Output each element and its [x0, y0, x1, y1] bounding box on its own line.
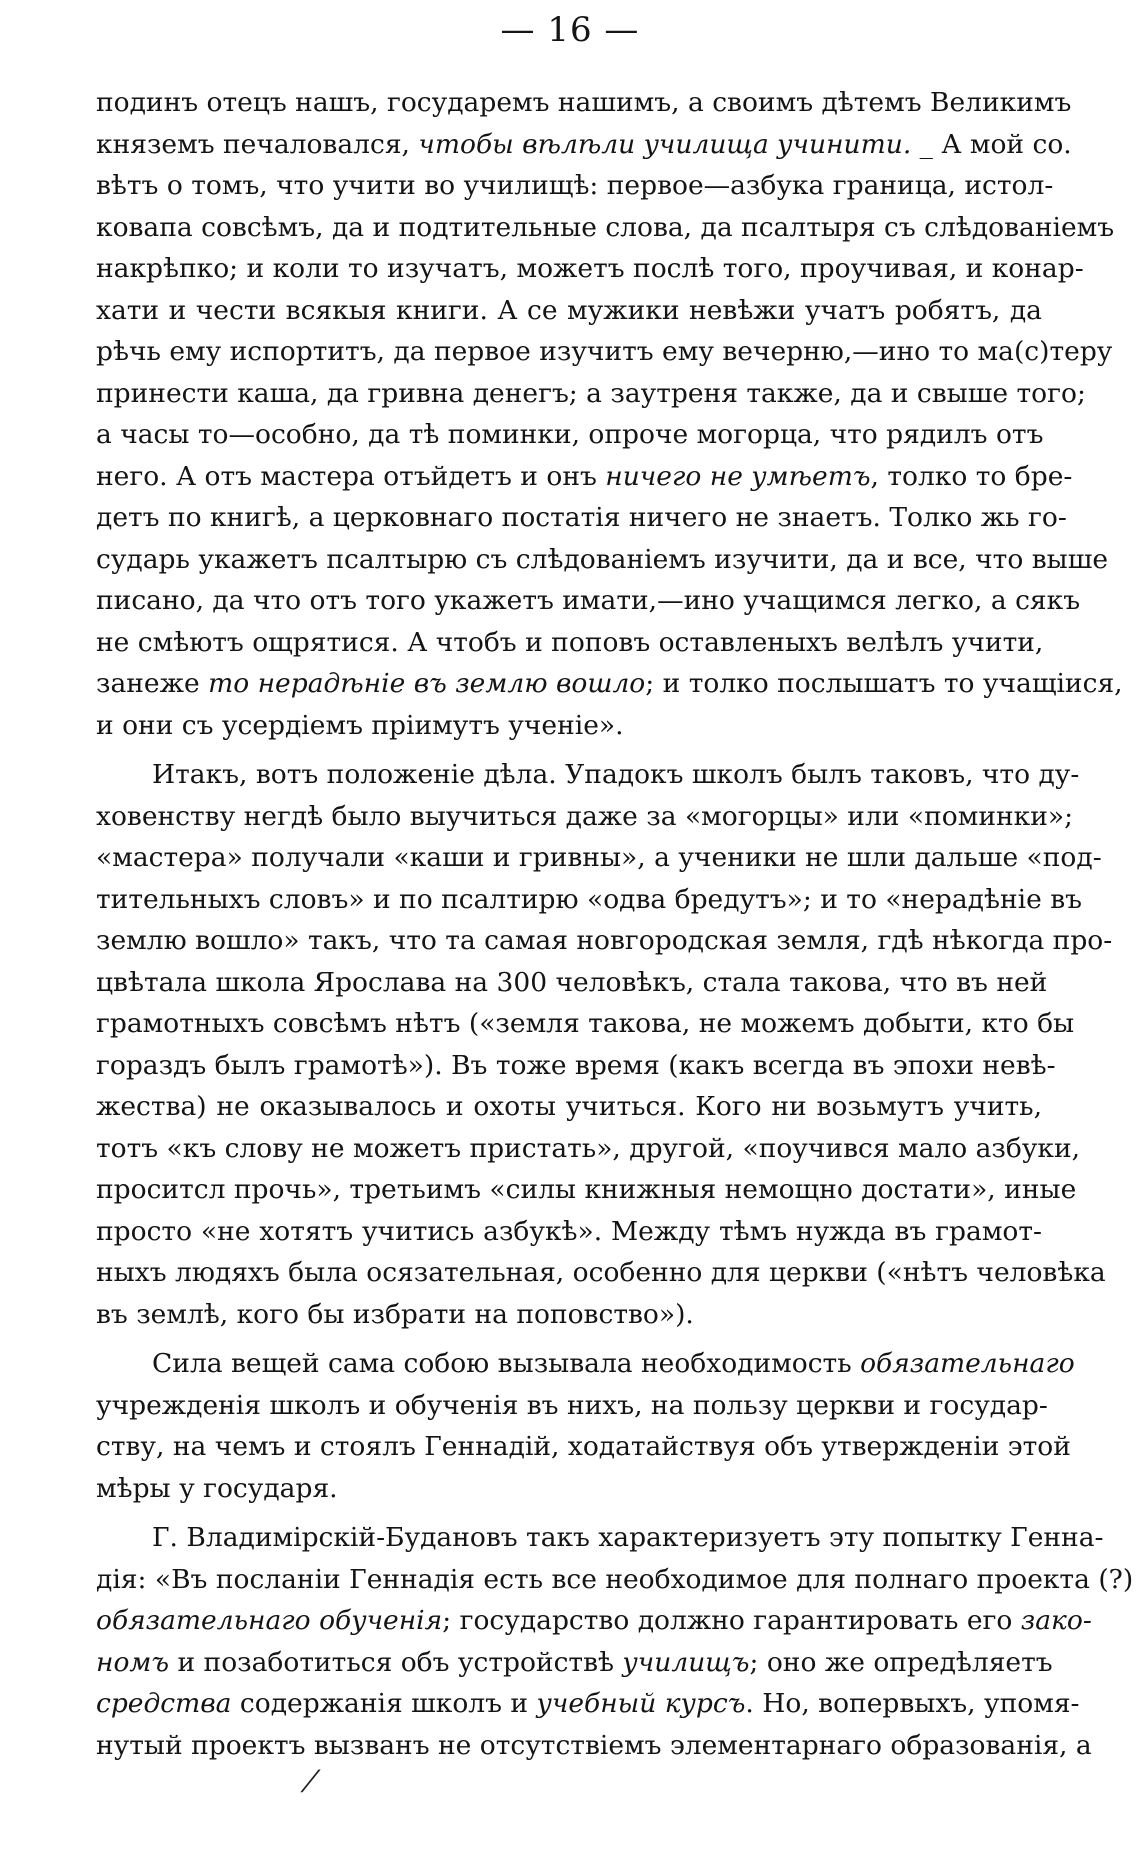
text-segment: и они съ усердіемъ пріимутъ ученіе». — [96, 709, 624, 741]
text-segment: въ землѣ, кого бы избрати на поповство»). — [96, 1298, 694, 1330]
text-line — [96, 796, 1074, 838]
text-segment: а часы то—особно, да тѣ поминки, опроче могорца, что рядилъ отъ — [96, 419, 1044, 450]
paragraph — [96, 82, 1123, 746]
text-line — [96, 1003, 1075, 1045]
text-line — [96, 1642, 1053, 1684]
text-segment: жества) не оказывалось и охоты учиться. Кого ни возьмутъ учить, — [96, 1091, 1042, 1122]
text-line — [96, 1128, 1081, 1170]
text-line — [96, 1468, 1042, 1510]
text-segment: землю вошло» такъ, что та самая новгородская земля, гдѣ нѣкогда про- — [96, 925, 1113, 956]
text-segment: сударь укажетъ псалтырю съ слѣдованіемъ изучити, да и все, что выше — [96, 543, 1109, 575]
text-segment: просто «не хотятъ учитись азбукѣ». Между тѣмъ нужда въ грамот- — [96, 1215, 1042, 1247]
text-line — [96, 879, 1082, 921]
text-segment: Г. Владимірскій-Будановъ такъ характеризуетъ эту попытку Генна- — [152, 1522, 1104, 1553]
italic-text: зако- — [1020, 1605, 1092, 1636]
text-line — [96, 705, 1042, 747]
text-segment: содержанія школъ и — [231, 1688, 537, 1719]
text-line — [96, 82, 1072, 124]
text-line — [96, 1600, 1092, 1642]
text-line — [96, 1683, 1080, 1725]
text-segment: него. А отъ мастера отъйдетъ и онъ — [96, 460, 606, 492]
text-line — [96, 456, 1073, 498]
text-segment: и позаботиться объ устройствѣ — [169, 1646, 623, 1678]
text-line — [96, 331, 1113, 373]
text-segment: писано, да что отъ того укажетъ имати,—ино учащимся легко, а сякъ — [96, 585, 1081, 616]
text-line — [96, 1211, 1042, 1253]
text-segment: княземъ печаловался, — [96, 128, 419, 160]
text-line — [96, 248, 1084, 290]
text-segment: ховенству негдѣ было выучиться даже за «могорцы» или «поминки»; — [96, 800, 1074, 832]
text-segment: детъ по книгѣ, а церковнаго постатія ничего не знаетъ. Толко жь го- — [96, 502, 1067, 533]
text-line — [96, 837, 1102, 879]
text-segment: накрѣпко; и коли то изучатъ, можетъ послѣ того, проучивая, и конар- — [96, 253, 1084, 284]
text-segment: учрежденія школъ и обученія въ нихъ, на пользу церкви и государ- — [96, 1389, 1048, 1421]
text-segment: мѣры у государя. — [96, 1472, 338, 1504]
text-segment: ныхъ людяхъ была осязательная, особенно для церкви («нѣтъ человѣка — [96, 1257, 1106, 1288]
text-segment: тительныхъ словъ» и по псалтирю «одва бредутъ»; и то «нерадѣніе въ — [96, 883, 1082, 915]
text-line — [96, 1517, 1104, 1559]
italic-text: ничего не умѣетъ — [605, 460, 871, 492]
text-line — [96, 539, 1109, 581]
text-line — [96, 1294, 1042, 1336]
text-line — [96, 1169, 1077, 1211]
text-segment: Итакъ, вотъ положеніе дѣла. Упадокъ школъ былъ таковъ, что ду- — [152, 759, 1080, 790]
text-segment: ; государство должно гарантировать его — [442, 1605, 1021, 1636]
text-line — [96, 962, 1048, 1004]
text-line — [96, 1426, 1071, 1468]
text-segment: гораздъ былъ грамотѣ»). Въ тоже время (какъ всегда въ эпохи невѣ- — [96, 1049, 1056, 1081]
text-segment: цвѣтала школа Ярослава на 300 человѣкъ, стала такова, что въ ней — [96, 966, 1048, 998]
italic-text: номъ — [96, 1646, 170, 1678]
italic-text: средства — [96, 1688, 232, 1719]
text-segment: , толко то бре- — [870, 460, 1073, 492]
body-text — [96, 82, 1134, 1766]
text-line — [96, 1343, 1075, 1385]
italic-text: училищъ — [622, 1646, 750, 1678]
text-segment: Сила вещей сама собою вызывала необходимость — [152, 1348, 861, 1379]
paragraph — [96, 754, 1113, 1335]
text-segment: ; оно же опредѣляетъ — [749, 1646, 1053, 1678]
text-segment: _ А мой со. — [911, 128, 1072, 160]
text-line — [96, 497, 1067, 539]
text-segment: грамотныхъ совсѣмъ нѣтъ («земля такова, не можемъ добыти, кто бы — [96, 1008, 1075, 1039]
text-segment: ; и толко послышатъ то учащіися, — [645, 668, 1123, 699]
text-segment: не смѣютъ ощрятися. А чтобъ и поповъ оставленыхъ велѣлъ учити, — [96, 626, 1044, 658]
text-line — [96, 1559, 1134, 1601]
text-line — [96, 1385, 1048, 1427]
text-line — [96, 663, 1123, 705]
text-segment: ковапа совсѣмъ, да и подтительные слова, да псалтыря съ слѣдованіемъ — [96, 211, 1115, 243]
italic-text: то нерадѣніе въ землю вошло — [208, 668, 646, 699]
text-line — [96, 1045, 1056, 1087]
paragraph — [96, 1343, 1075, 1509]
page-number: — 16 — — [500, 10, 640, 50]
text-segment: хати и чести всякыя книги. А се мужики невѣжи учатъ робятъ, да — [96, 294, 1042, 326]
text-segment: «мастера» получали «каши и гривны», а ученики не шли дальше «под- — [96, 842, 1102, 873]
text-segment: проситсл прочь», третьимъ «силы книжныя немощно достати», иные — [96, 1174, 1077, 1205]
text-line — [96, 1252, 1106, 1294]
text-line — [96, 580, 1081, 622]
text-segment: тотъ «къ слову не можетъ пристать», другой, «поучився мало азбуки, — [96, 1132, 1081, 1164]
text-line — [96, 124, 1072, 166]
text-segment: дія: «Въ посланіи Геннадія есть все необходимое для полнаго проекта (?) — [96, 1563, 1134, 1595]
italic-text: чтобы вѣлѣли училища учинити. — [418, 128, 912, 160]
text-segment: . Но, вопервыхъ, упомя- — [745, 1688, 1080, 1719]
italic-text: обязательнаго — [860, 1348, 1075, 1379]
text-segment: нутый проектъ вызванъ не отсутствіемъ элементарнаго образованія, а — [96, 1729, 1092, 1761]
text-segment: вѣтъ о томъ, что учити во училищѣ: первое—азбука граница, истол- — [96, 170, 1054, 201]
italic-text: учебный курсъ — [536, 1688, 746, 1719]
paragraph — [96, 1517, 1134, 1766]
text-segment: рѣчь ему испортитъ, да первое изучитъ ему вечерню,—ино то ма(с)теру — [96, 336, 1113, 367]
text-line — [96, 622, 1042, 664]
text-line — [96, 373, 1086, 415]
text-line — [96, 920, 1113, 962]
text-segment: подинъ отецъ нашъ, государемъ нашимъ, а своимъ дѣтемъ Великимъ — [96, 87, 1072, 118]
text-line — [96, 165, 1054, 207]
text-line — [96, 754, 1080, 796]
text-segment: принести каша, да гривна денегъ; а заутреня также, да и свыше того; — [96, 377, 1086, 409]
text-line — [96, 1086, 1042, 1128]
text-line — [96, 414, 1042, 456]
text-segment: занеже — [96, 668, 209, 699]
italic-text: обязательнаго обученія — [96, 1605, 443, 1636]
text-segment: ству, на чемъ и стоялъ Геннадій, ходатайствуя объ утвержденіи этой — [96, 1431, 1071, 1462]
text-line — [96, 1725, 1092, 1767]
text-line — [96, 290, 1042, 332]
text-line — [96, 207, 1115, 249]
handwritten-mark: ⁄ — [308, 1765, 314, 1800]
